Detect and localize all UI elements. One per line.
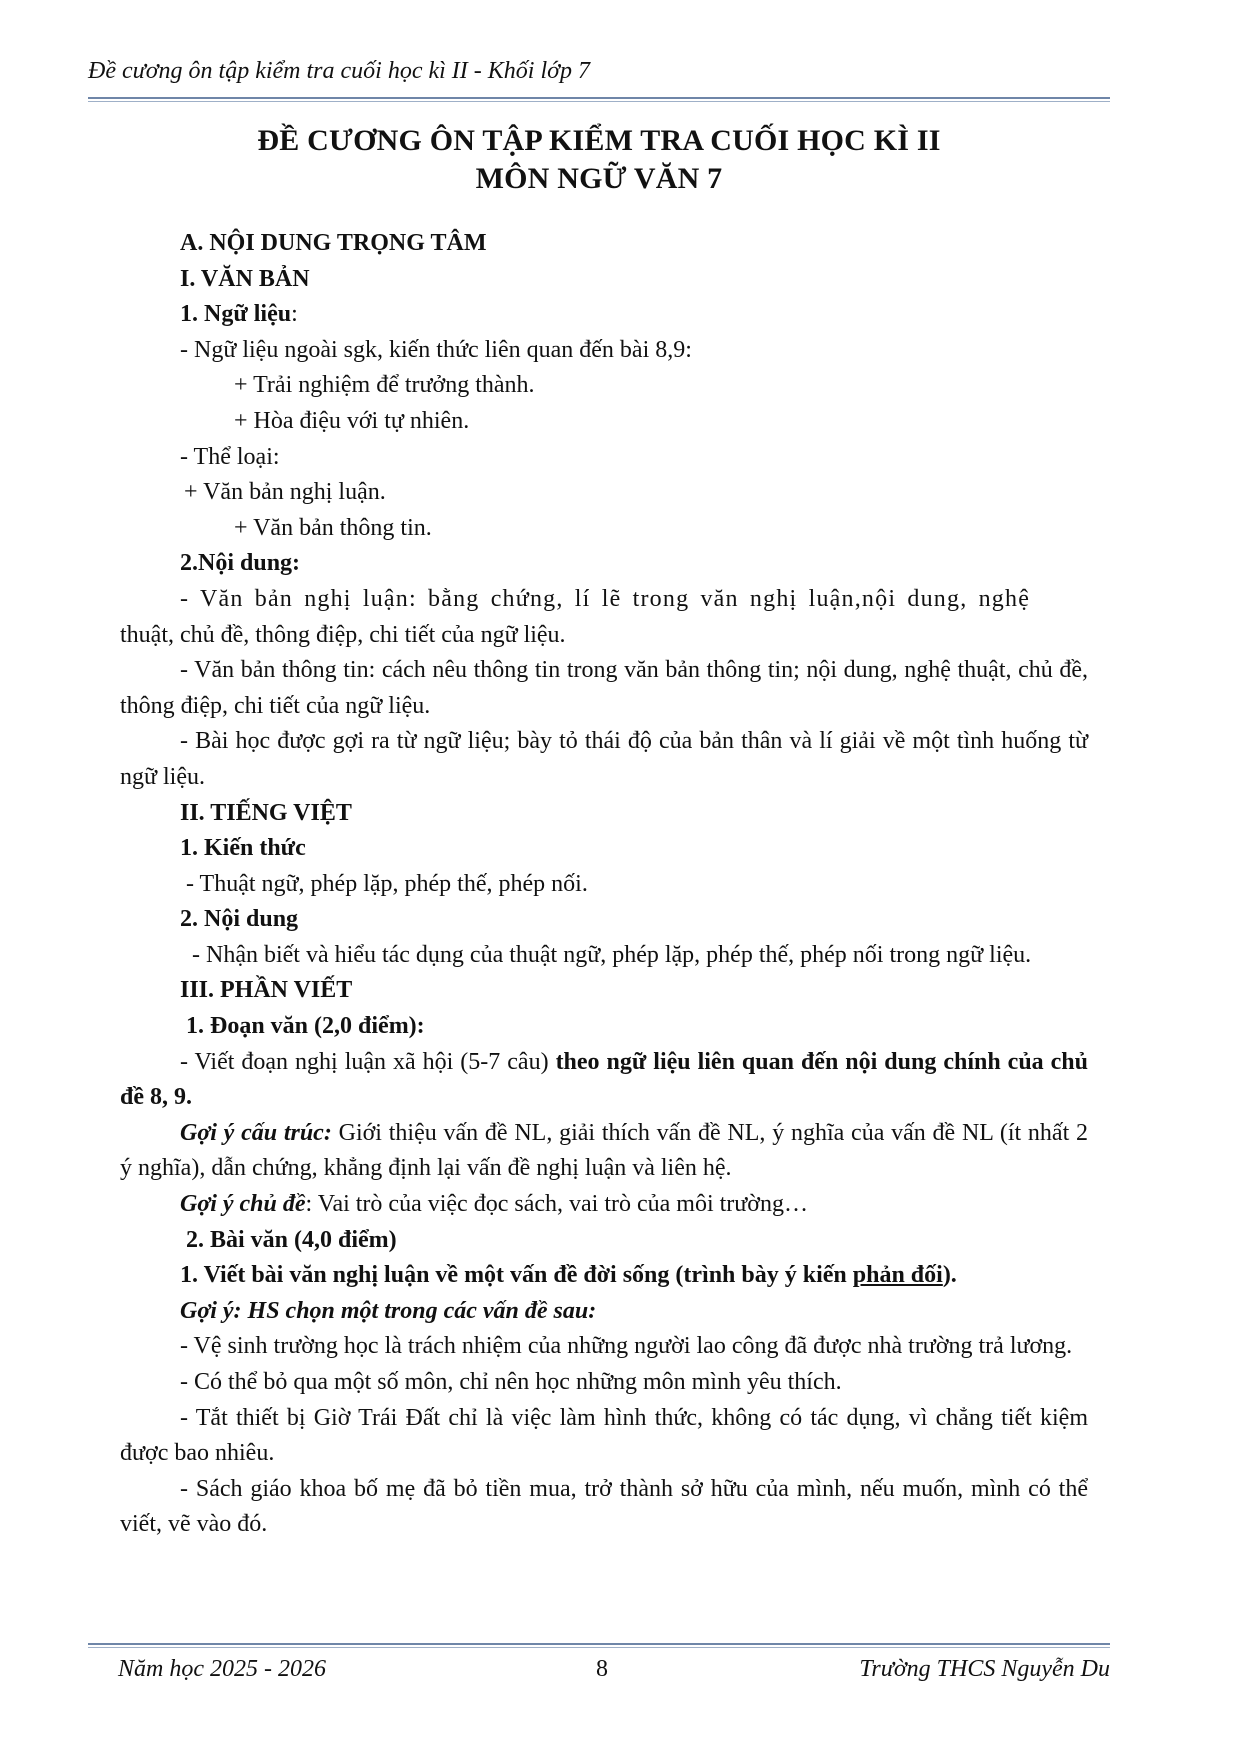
- bai-van-task-text: 1. Viết bài văn nghị luận về một vấn đề đời sống (trình bày ý kiến: [180, 1262, 853, 1289]
- footer-rule: [88, 1643, 1110, 1645]
- section-i-heading: I. VĂN BẢN: [180, 265, 310, 292]
- goi-y-chu-de: [120, 1187, 1088, 1223]
- noi-dung-item: - Văn bản thông tin: cách nêu thông tin trong văn bản thông tin; nội dung, nghệ thuật, chủ đề, thông điệp, chi tiết của ngữ liệu.: [120, 657, 1088, 719]
- page-number: 8: [596, 1656, 608, 1682]
- noi-dung-item: - Bài học được gợi ra từ ngữ liệu; bày tỏ thái độ của bản thân và lí giải về một tình huống từ ngữ liệu.: [120, 728, 1088, 790]
- van-de-item: - Có thể bỏ qua một số môn, chỉ nên học những môn mình yêu thích.: [180, 1369, 842, 1395]
- doan-van-emphasis: theo ngữ liệu liên quan đến nội dung chính của chủ đề 8, 9.: [120, 1048, 1088, 1111]
- document-subtitle: MÔN NGỮ VĂN 7: [475, 162, 723, 195]
- running-header: Đề cương ôn tập kiểm tra cuối học kì II - Khối lớp 7: [88, 58, 590, 84]
- goi-y-chu-de-label: Gợi ý chủ đề: [180, 1191, 306, 1218]
- goi-y-chu-de-text: : Vai trò của việc đọc sách, vai trò của môi trường…: [305, 1191, 808, 1218]
- document-title: ĐỀ CƯƠNG ÔN TẬP KIỂM TRA CUỐI HỌC KÌ II: [257, 124, 941, 157]
- van-de-item: - Vệ sinh trường học là trách nhiệm của những người lao công đã được nhà trường trả lương.: [180, 1333, 1073, 1360]
- noi-dung-heading: 2.Nội dung:: [180, 550, 301, 577]
- bai-van-task-end: ).: [942, 1262, 957, 1289]
- van-de-item: - Tắt thiết bị Giờ Trái Đất chỉ là việc làm hình thức, không có tác dụng, vì chẳng tiết kiệm được bao nhiêu.: [120, 1404, 1088, 1467]
- ngu-lieu-label: 1. Ngữ liệu: [180, 301, 292, 328]
- bai-van-task: [120, 1258, 1088, 1294]
- noi-dung-2-heading: 2. Nội dung: [180, 906, 299, 933]
- goi-y-hs: Gợi ý: HS chọn một trong các vấn đề sau:: [180, 1297, 597, 1324]
- header-rule-thin: [88, 101, 1110, 102]
- colon: :: [291, 301, 298, 328]
- ngu-lieu-subitem: + Trải nghiệm để trưởng thành.: [234, 372, 535, 399]
- goi-y-cau-truc-label: Gợi ý cấu trúc:: [180, 1119, 332, 1146]
- kien-thuc-item: - Thuật ngữ, phép lặp, phép thế, phép nối.: [186, 870, 588, 897]
- the-loai-subitem: + Văn bản nghị luận.: [184, 479, 386, 506]
- noi-dung-2-item: - Nhận biết và hiểu tác dụng của thuật ngữ, phép lặp, phép thế, phép nối trong ngữ liệu.: [192, 941, 1032, 968]
- bai-van-heading: 2. Bài văn (4,0 điểm): [186, 1226, 397, 1253]
- document-body: [120, 226, 1088, 1543]
- section-a-heading: A. NỘI DUNG TRỌNG TÂM: [180, 230, 487, 256]
- header-rule: [88, 97, 1110, 99]
- noi-dung-item-line1: - Văn bản nghị luận: bằng chứng, lí lẽ trong văn nghị luận,nội dung, nghệ: [180, 585, 1031, 612]
- bai-van-task-underlined: phản đối: [852, 1262, 943, 1289]
- noi-dung-item-line2: thuật, chủ đề, thông điệp, chi tiết của ngữ liệu.: [120, 621, 566, 648]
- section-ii-heading: II. TIẾNG VIỆT: [180, 799, 352, 826]
- the-loai-item: - Thể loại:: [180, 443, 280, 470]
- goi-y-cau-truc-text: Giới thiệu vấn đề NL, giải thích vấn đề NL, ý nghĩa của vấn đề NL (ít nhất 2 ý nghĩa), dẫn chứng, khẳng định lại vấn đề nghị luận và liên hệ.: [120, 1119, 1089, 1182]
- footer-school-year: Năm học 2025 - 2026: [118, 1656, 326, 1682]
- kien-thuc-heading: 1. Kiến thức: [180, 835, 306, 862]
- ngu-lieu-subitem: + Hòa điệu với tự nhiên.: [234, 407, 470, 434]
- ngu-lieu-item: - Ngữ liệu ngoài sgk, kiến thức liên quan đến bài 8,9:: [180, 336, 692, 363]
- doan-van-heading: 1. Đoạn văn (2,0 điểm):: [186, 1013, 425, 1040]
- the-loai-subitem: + Văn bản thông tin.: [234, 514, 432, 541]
- section-iii-heading: III. PHẦN VIẾT: [180, 977, 353, 1004]
- ngu-lieu-heading: [120, 297, 1088, 333]
- goi-y-cau-truc: [120, 1116, 1088, 1187]
- footer-rule-thin: [88, 1647, 1110, 1648]
- van-de-item: - Sách giáo khoa bố mẹ đã bỏ tiền mua, trở thành sở hữu của mình, nếu muốn, mình có thể viết, vẽ vào đó.: [120, 1475, 1088, 1538]
- footer-school-name: Trường THCS Nguyễn Du: [859, 1656, 1110, 1682]
- doan-van-text: - Viết đoạn nghị luận xã hội (5-7 câu): [180, 1048, 556, 1075]
- doan-van-item: [120, 1045, 1088, 1116]
